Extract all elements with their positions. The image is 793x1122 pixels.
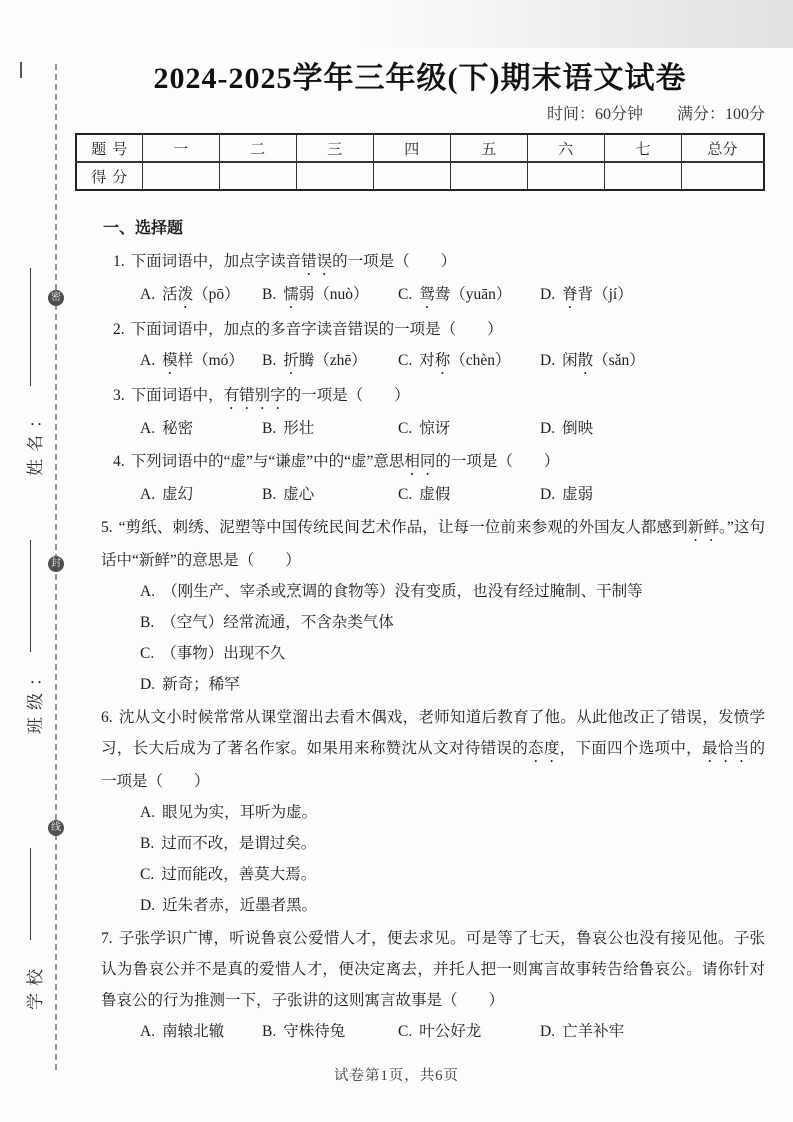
option-item — [75, 669, 765, 700]
stem-text: 活 — [162, 286, 178, 303]
exam-content — [75, 52, 765, 1047]
stem-text: 守株待兔 — [283, 1023, 346, 1040]
option-item — [262, 1016, 398, 1047]
option-item — [262, 479, 398, 510]
option-item — [75, 797, 765, 828]
option-item — [140, 279, 262, 312]
stem-text: 近朱者赤，近墨者黑。 — [162, 897, 318, 914]
option-label: C. — [398, 486, 413, 503]
option-item — [140, 479, 262, 510]
seal-char-feng: 封 — [48, 556, 64, 572]
page-title: 2024-2025学年三年级(下)期末语文试卷 — [153, 62, 687, 95]
option-label: D. — [540, 486, 556, 503]
stem-text: 的一项是（ ） — [101, 740, 765, 790]
score-cell — [296, 162, 373, 190]
question-number: 4. — [113, 453, 125, 470]
option-label: A. — [140, 286, 156, 303]
emphasized-text: 泼 — [177, 286, 194, 303]
stem-text: 虚弱 — [562, 486, 594, 503]
option-label: C. — [398, 420, 413, 437]
column-header-cell: 七 — [604, 134, 681, 162]
question-stem — [75, 246, 765, 279]
options-row — [75, 479, 765, 510]
question-number: 1. — [113, 253, 125, 270]
scan-shading — [0, 0, 793, 48]
option-item — [398, 1016, 540, 1047]
option-label: D. — [540, 1023, 556, 1040]
option-item — [140, 413, 262, 444]
option-item — [75, 638, 765, 669]
stem-text: 秘密 — [162, 420, 194, 437]
stem-text: 的一项是（ ） — [435, 453, 560, 470]
stem-text: 叶公好龙 — [419, 1023, 482, 1040]
stem-text: （空气）经常流通，不含杂类气体 — [161, 614, 394, 631]
emphasized-text: 称 — [434, 352, 451, 369]
option-item — [75, 828, 765, 859]
option-item — [75, 890, 765, 921]
option-label: D. — [140, 897, 156, 914]
emphasized-text: 态度 — [528, 740, 560, 757]
stem-text: （刚生产、宰杀或烹调的食物等）没有变质，也没有经过腌制、干制等 — [162, 583, 643, 600]
stem-text: 样（mó） — [177, 352, 244, 369]
question-number: 6. — [101, 709, 113, 726]
school-blank-line — [30, 848, 31, 940]
stem-text: 弱（nuò） — [298, 286, 369, 303]
column-header-cell: 二 — [219, 134, 296, 162]
option-label: A. — [140, 583, 156, 600]
score-cell — [450, 162, 527, 190]
option-item — [398, 345, 540, 378]
question-number: 2. — [113, 321, 125, 338]
option-item — [262, 279, 398, 312]
option-item — [398, 413, 540, 444]
column-header-cell: 总分 — [681, 134, 764, 162]
emphasized-text: 新鲜 — [687, 519, 719, 536]
option-item — [398, 279, 540, 312]
question-stem — [75, 314, 765, 345]
stem-text: 虚心 — [283, 486, 315, 503]
score-cell — [373, 162, 450, 190]
emphasized-text: 折 — [283, 352, 299, 369]
option-label: A. — [140, 804, 156, 821]
emphasized-text: 模 — [162, 352, 178, 369]
stem-text: ，下面四个选项中， — [559, 740, 702, 757]
question-item — [75, 446, 765, 510]
score-cell — [219, 162, 296, 190]
emphasized-text: 错误 — [301, 253, 333, 270]
option-label: C. — [398, 286, 413, 303]
option-item — [75, 576, 765, 607]
emphasized-text: 鸳 — [419, 286, 435, 303]
emphasized-text: 最恰当 — [702, 740, 750, 757]
row-label: 题号 — [76, 134, 142, 162]
option-label: C. — [398, 1023, 413, 1040]
question-number: 5. — [101, 519, 113, 536]
stem-text: 过而能改，善莫大焉。 — [161, 866, 317, 883]
option-label: B. — [140, 835, 155, 852]
stem-text: 亡羊补牢 — [562, 1023, 625, 1040]
column-header-cell: 六 — [527, 134, 604, 162]
options-row — [75, 345, 765, 378]
question-item — [75, 246, 765, 312]
footer-page-info: 试卷第1页，共6页 — [334, 1068, 459, 1084]
section-heading: 一、选择题 — [103, 220, 184, 237]
name-blank-line — [30, 268, 31, 386]
option-label: A. — [140, 420, 156, 437]
stem-text: 的一项是（ ） — [285, 387, 410, 404]
seal-char-xian: 线 — [48, 820, 64, 836]
question-stem — [75, 702, 765, 797]
question-stem — [75, 923, 765, 1016]
stem-text: “剪纸、刺绣、泥塑等中国传统民间艺术作品，让每一位前来参观的外国友人都感到 — [118, 519, 688, 536]
stem-text: 倒映 — [562, 420, 594, 437]
class-blank-line — [30, 540, 31, 652]
option-label: B. — [262, 420, 277, 437]
stem-text: 惊讶 — [419, 420, 451, 437]
option-label: B. — [140, 614, 155, 631]
full-score: 满分：100分 — [676, 106, 765, 123]
option-label: B. — [262, 1023, 277, 1040]
question-item — [75, 512, 765, 700]
emphasized-text: 脊 — [562, 286, 578, 303]
stem-text: 形壮 — [283, 420, 315, 437]
question-stem — [75, 446, 765, 479]
option-item — [262, 345, 398, 378]
stem-text: 下面词语中，加点字读音 — [130, 253, 302, 270]
option-label: B. — [262, 286, 277, 303]
stem-text: （事物）出现不久 — [161, 645, 286, 662]
option-label: A. — [140, 486, 156, 503]
stem-text: （sǎn） — [593, 352, 645, 369]
stem-text: 虚幻 — [162, 486, 194, 503]
stem-text: 下列词语中的“虚”与“谦虚”中的“虚”意思 — [130, 453, 405, 470]
row-label: 得分 — [76, 162, 142, 190]
stem-text: 鸯（yuān） — [434, 286, 512, 303]
option-item — [540, 479, 765, 510]
seal-char-mi: 密 — [48, 290, 64, 306]
question-number: 3. — [113, 387, 125, 404]
stem-text: 沈从文小时候常常从课堂溜出去看木偶戏，老师知道后教育了他。从此他改正了错误，发愤学习，长大后成为了著名作家。如果用来称赞沈从文对待错误的 — [101, 709, 765, 757]
emphasized-text: 散 — [577, 352, 594, 369]
time-limit: 时间：60分钟 — [546, 106, 643, 123]
option-label: A. — [140, 1023, 156, 1040]
option-item — [140, 345, 262, 378]
options-row — [75, 279, 765, 312]
question-stem — [75, 380, 765, 413]
stem-text: 背（jí） — [577, 286, 633, 303]
emphasized-text: 懦 — [283, 286, 299, 303]
score-row — [76, 162, 764, 190]
option-item — [540, 279, 765, 312]
option-item — [540, 1016, 765, 1047]
stem-text: 南辕北辙 — [162, 1023, 225, 1040]
stem-text: 下面词语中， — [130, 387, 224, 404]
question-item — [75, 702, 765, 921]
options-row — [75, 1016, 765, 1047]
question-item — [75, 314, 765, 378]
stem-text: 的一项是（ ） — [332, 253, 457, 270]
column-header-cell: 一 — [142, 134, 219, 162]
score-cell — [604, 162, 681, 190]
column-header-cell: 三 — [296, 134, 373, 162]
option-item — [540, 413, 765, 444]
stem-text: 子张学识广博，听说鲁哀公爱惜人才，便去求见。可是等了七天，鲁哀公也没有接见他。子张认为鲁哀公并不是真的爱惜人才，便决定离去，并托人把一则寓言故事转告给鲁哀公。请你针对鲁哀公的行为推测一下，子张讲的这则寓言故事是（ ） — [101, 930, 765, 1009]
option-label: B. — [262, 352, 277, 369]
score-cell — [142, 162, 219, 190]
column-header-cell: 五 — [450, 134, 527, 162]
score-table — [75, 133, 765, 191]
option-label: C. — [140, 866, 155, 883]
stem-text: 腾（zhē） — [298, 352, 367, 369]
question-item — [75, 923, 765, 1047]
stem-text: 对 — [419, 352, 435, 369]
option-label: C. — [398, 352, 413, 369]
score-cell — [681, 162, 764, 190]
option-item — [262, 413, 398, 444]
question-number: 7. — [101, 930, 113, 947]
corner-tick — [20, 62, 22, 78]
option-item — [75, 859, 765, 890]
stem-text: 。”这句话中“新鲜”的意思是（ ） — [101, 519, 765, 569]
question-stem — [75, 512, 765, 576]
stem-text: 闲 — [562, 352, 578, 369]
score-cell — [527, 162, 604, 190]
option-label: D. — [540, 352, 556, 369]
emphasized-text: 有错别字 — [223, 387, 286, 404]
emphasized-text: 相同 — [404, 453, 436, 470]
question-item — [75, 380, 765, 444]
column-header-cell: 四 — [373, 134, 450, 162]
name-label: 姓名： — [26, 404, 45, 476]
option-item — [540, 345, 765, 378]
stem-text: 虚假 — [419, 486, 451, 503]
option-label: D. — [540, 420, 556, 437]
question-list — [75, 246, 765, 1047]
stem-text: 新奇；稀罕 — [162, 676, 240, 693]
option-label: C. — [140, 645, 155, 662]
options-row — [75, 413, 765, 444]
option-label: A. — [140, 352, 156, 369]
option-item — [398, 479, 540, 510]
option-label: D. — [140, 676, 156, 693]
question-number-row — [76, 134, 764, 162]
option-item — [140, 1016, 262, 1047]
option-item — [75, 607, 765, 638]
exam-meta — [75, 102, 765, 128]
stem-text: 下面词语中，加点的多音字读音错误的一项是（ ） — [130, 321, 503, 338]
stem-text: （pō） — [193, 286, 240, 303]
school-label: 学校 — [26, 962, 45, 1010]
class-label: 班级： — [26, 662, 45, 734]
stem-text: （chèn） — [450, 352, 511, 369]
option-label: D. — [540, 286, 556, 303]
stem-text: 过而不改，是谓过矣。 — [161, 835, 317, 852]
stem-text: 眼见为实，耳听为虚。 — [162, 804, 318, 821]
option-label: B. — [262, 486, 277, 503]
